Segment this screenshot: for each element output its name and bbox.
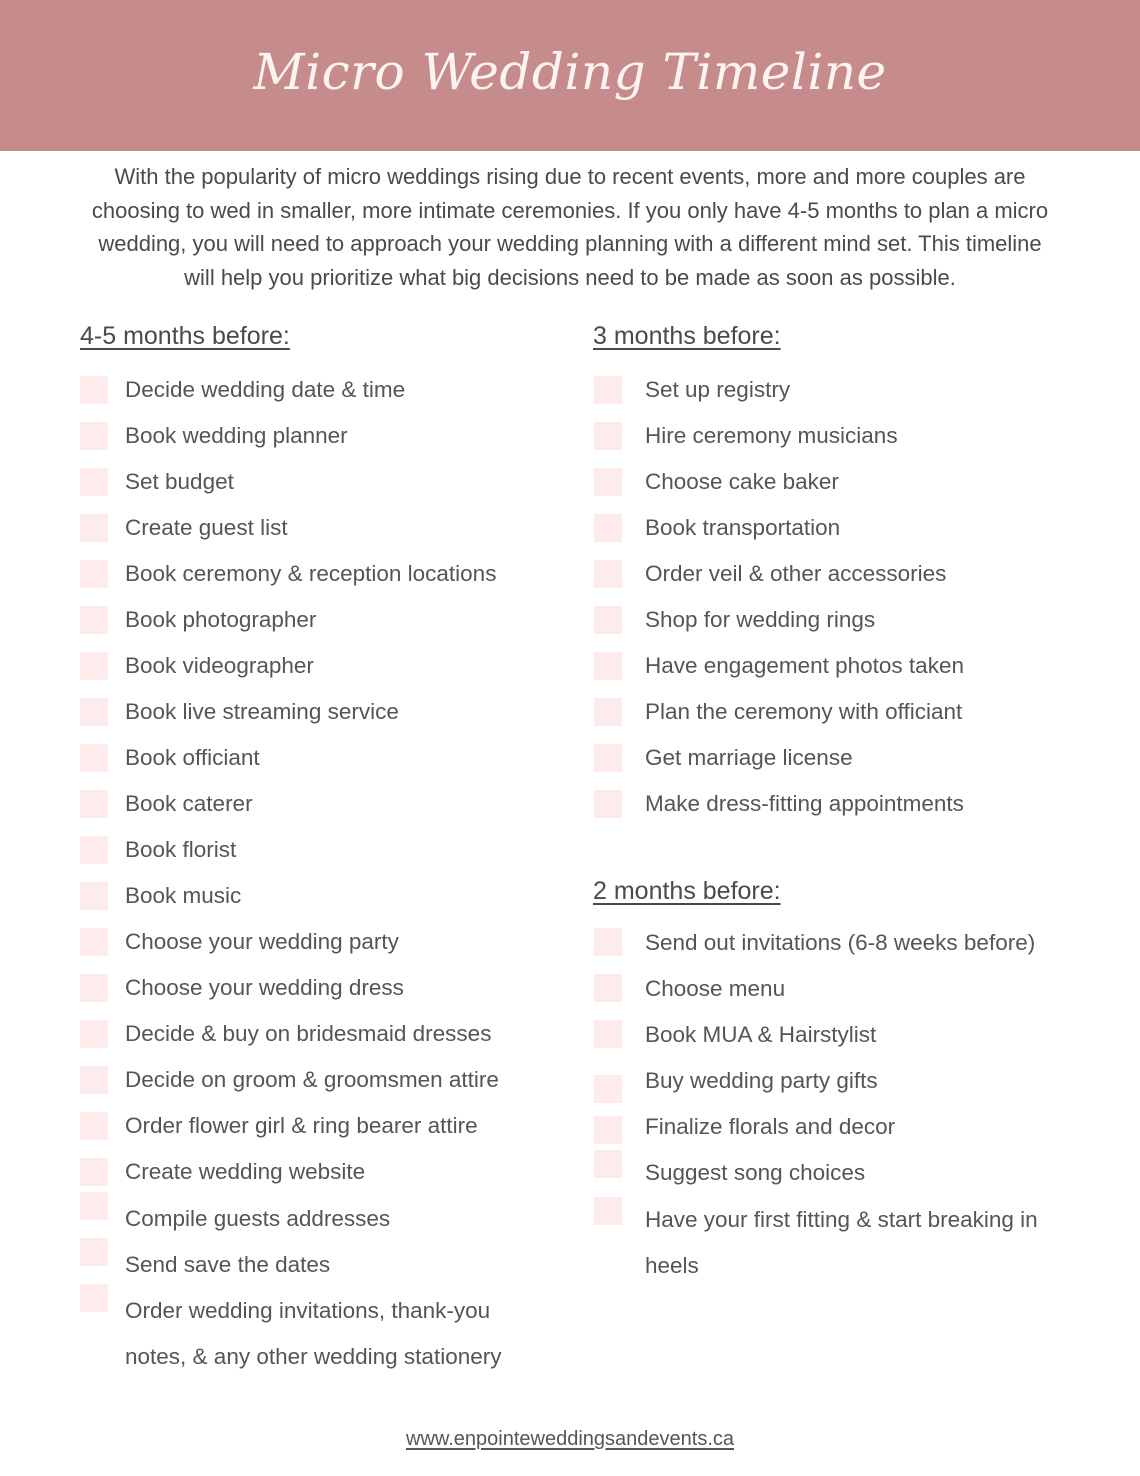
checklist-item-label: Shop for wedding rings — [645, 607, 876, 632]
footer — [0, 1428, 1140, 1451]
checklist-item-label: Book wedding planner — [125, 423, 348, 448]
checkbox[interactable] — [80, 606, 108, 634]
checklist-item-label: Book officiant — [125, 745, 260, 770]
checkbox[interactable] — [594, 376, 622, 404]
checkbox[interactable] — [594, 514, 622, 542]
checklist-item-label: Book ceremony & reception locations — [125, 561, 497, 586]
checklist-item-label: Have your first fitting & start breaking in — [645, 1207, 1038, 1232]
checkbox[interactable] — [80, 974, 108, 1002]
intro-line: wedding, you will need to approach your wedding planning with a different mind set. This timeline — [98, 231, 1042, 256]
checklist-item-label: Compile guests addresses — [125, 1206, 391, 1231]
intro-line: choosing to wed in smaller, more intimate ceremonies. If you only have 4-5 months to plan a micro — [91, 197, 1049, 223]
page-title: Micro Wedding Timeline — [253, 42, 887, 101]
checkbox[interactable] — [594, 1020, 622, 1048]
checklist-item-label: Book photographer — [125, 607, 317, 632]
section-title-4-5-months: 4-5 months before: — [80, 322, 290, 350]
checklist-item-label: Decide wedding date & time — [125, 377, 406, 402]
checkbox[interactable] — [80, 744, 108, 772]
checkbox[interactable] — [594, 1150, 622, 1178]
intro-line: will help you prioritize what big decisions need to be made as soon as possible. — [184, 264, 956, 290]
checklist-item-label: Send save the dates — [125, 1252, 331, 1277]
checkbox[interactable] — [80, 1158, 108, 1186]
checklist-item-label: Order flower girl & ring bearer attire — [125, 1113, 478, 1138]
checkbox[interactable] — [80, 1020, 108, 1048]
checkbox[interactable] — [80, 514, 108, 542]
header-banner — [0, 0, 1140, 151]
checkbox[interactable] — [594, 1116, 622, 1144]
checkbox[interactable] — [80, 652, 108, 680]
checkbox[interactable] — [594, 560, 622, 588]
checklist-item-label: Order wedding invitations, thank-you — [125, 1298, 491, 1323]
checkbox[interactable] — [594, 1075, 622, 1103]
checklist-item-label: Book transportation — [645, 515, 841, 540]
section-title-2-months: 2 months before: — [593, 877, 781, 905]
checkbox[interactable] — [80, 1238, 108, 1266]
checklist-item-label: Suggest song choices — [645, 1160, 866, 1185]
checkbox[interactable] — [594, 1197, 622, 1225]
checklist-item-label: Decide & buy on bridesmaid dresses — [125, 1021, 492, 1046]
checklist-item-label: Send out invitations (6-8 weeks before) — [645, 930, 1036, 955]
checklist-item-label: Book MUA & Hairstylist — [645, 1022, 877, 1047]
checkbox[interactable] — [594, 974, 622, 1002]
checkbox[interactable] — [594, 790, 622, 818]
checklist-item-label: Set budget — [125, 469, 234, 494]
checklist-item-label: Choose your wedding dress — [125, 975, 404, 1000]
checkbox[interactable] — [80, 836, 108, 864]
checklist-item-label: Choose your wedding party — [125, 929, 399, 954]
checklist-item-label: Choose cake baker — [645, 469, 839, 494]
checklist-item-label: Have engagement photos taken — [645, 653, 964, 678]
checklist-item-label: Create wedding website — [125, 1159, 366, 1184]
checkbox[interactable] — [594, 422, 622, 450]
checklist-item-label: Order veil & other accessories — [645, 561, 947, 586]
checkbox[interactable] — [594, 652, 622, 680]
checklist-item-label: notes, & any other wedding stationery — [125, 1344, 502, 1369]
checkbox[interactable] — [80, 560, 108, 588]
section-title-3-months: 3 months before: — [593, 322, 781, 350]
checklist-item-label: Decide on groom & groomsmen attire — [125, 1067, 499, 1092]
checkbox[interactable] — [80, 468, 108, 496]
checklist-item-label: Finalize florals and decor — [645, 1114, 896, 1139]
checkbox[interactable] — [80, 928, 108, 956]
checklist-item-label: Book live streaming service — [125, 699, 399, 724]
checkbox[interactable] — [80, 376, 108, 404]
checkbox[interactable] — [80, 1066, 108, 1094]
checkbox[interactable] — [594, 606, 622, 634]
checkbox[interactable] — [80, 422, 108, 450]
checklist-item-label: Book music — [125, 883, 242, 908]
checkbox[interactable] — [80, 698, 108, 726]
checkbox[interactable] — [594, 468, 622, 496]
checklist-item-label: Book florist — [125, 837, 237, 862]
checkbox[interactable] — [594, 744, 622, 772]
checkbox[interactable] — [80, 1284, 108, 1312]
checklist-item-label: Plan the ceremony with officiant — [645, 699, 963, 724]
checkbox[interactable] — [80, 790, 108, 818]
checkbox[interactable] — [594, 698, 622, 726]
checklist-item-label: heels — [645, 1253, 699, 1278]
checklist-item-label: Choose menu — [645, 976, 786, 1001]
website-link[interactable]: www.enpointeweddingsandevents.ca — [406, 1428, 734, 1450]
checkbox[interactable] — [80, 1112, 108, 1140]
checklist-item-label: Set up registry — [645, 377, 791, 402]
checkbox[interactable] — [80, 882, 108, 910]
checklist-item-label: Create guest list — [125, 515, 288, 540]
checklist-item-label: Get marriage license — [645, 745, 853, 770]
checkbox[interactable] — [594, 928, 622, 956]
intro-line: With the popularity of micro weddings rising due to recent events, more and more couples are — [114, 164, 1026, 189]
checkbox[interactable] — [80, 1192, 108, 1220]
checklist-item-label: Book videographer — [125, 653, 314, 678]
checklist-item-label: Hire ceremony musicians — [645, 423, 898, 448]
checklist-item-label: Buy wedding party gifts — [645, 1068, 878, 1093]
checklist-item-label: Book caterer — [125, 791, 253, 816]
intro-paragraph — [40, 160, 1100, 294]
checklist-item-label: Make dress-fitting appointments — [645, 791, 964, 816]
